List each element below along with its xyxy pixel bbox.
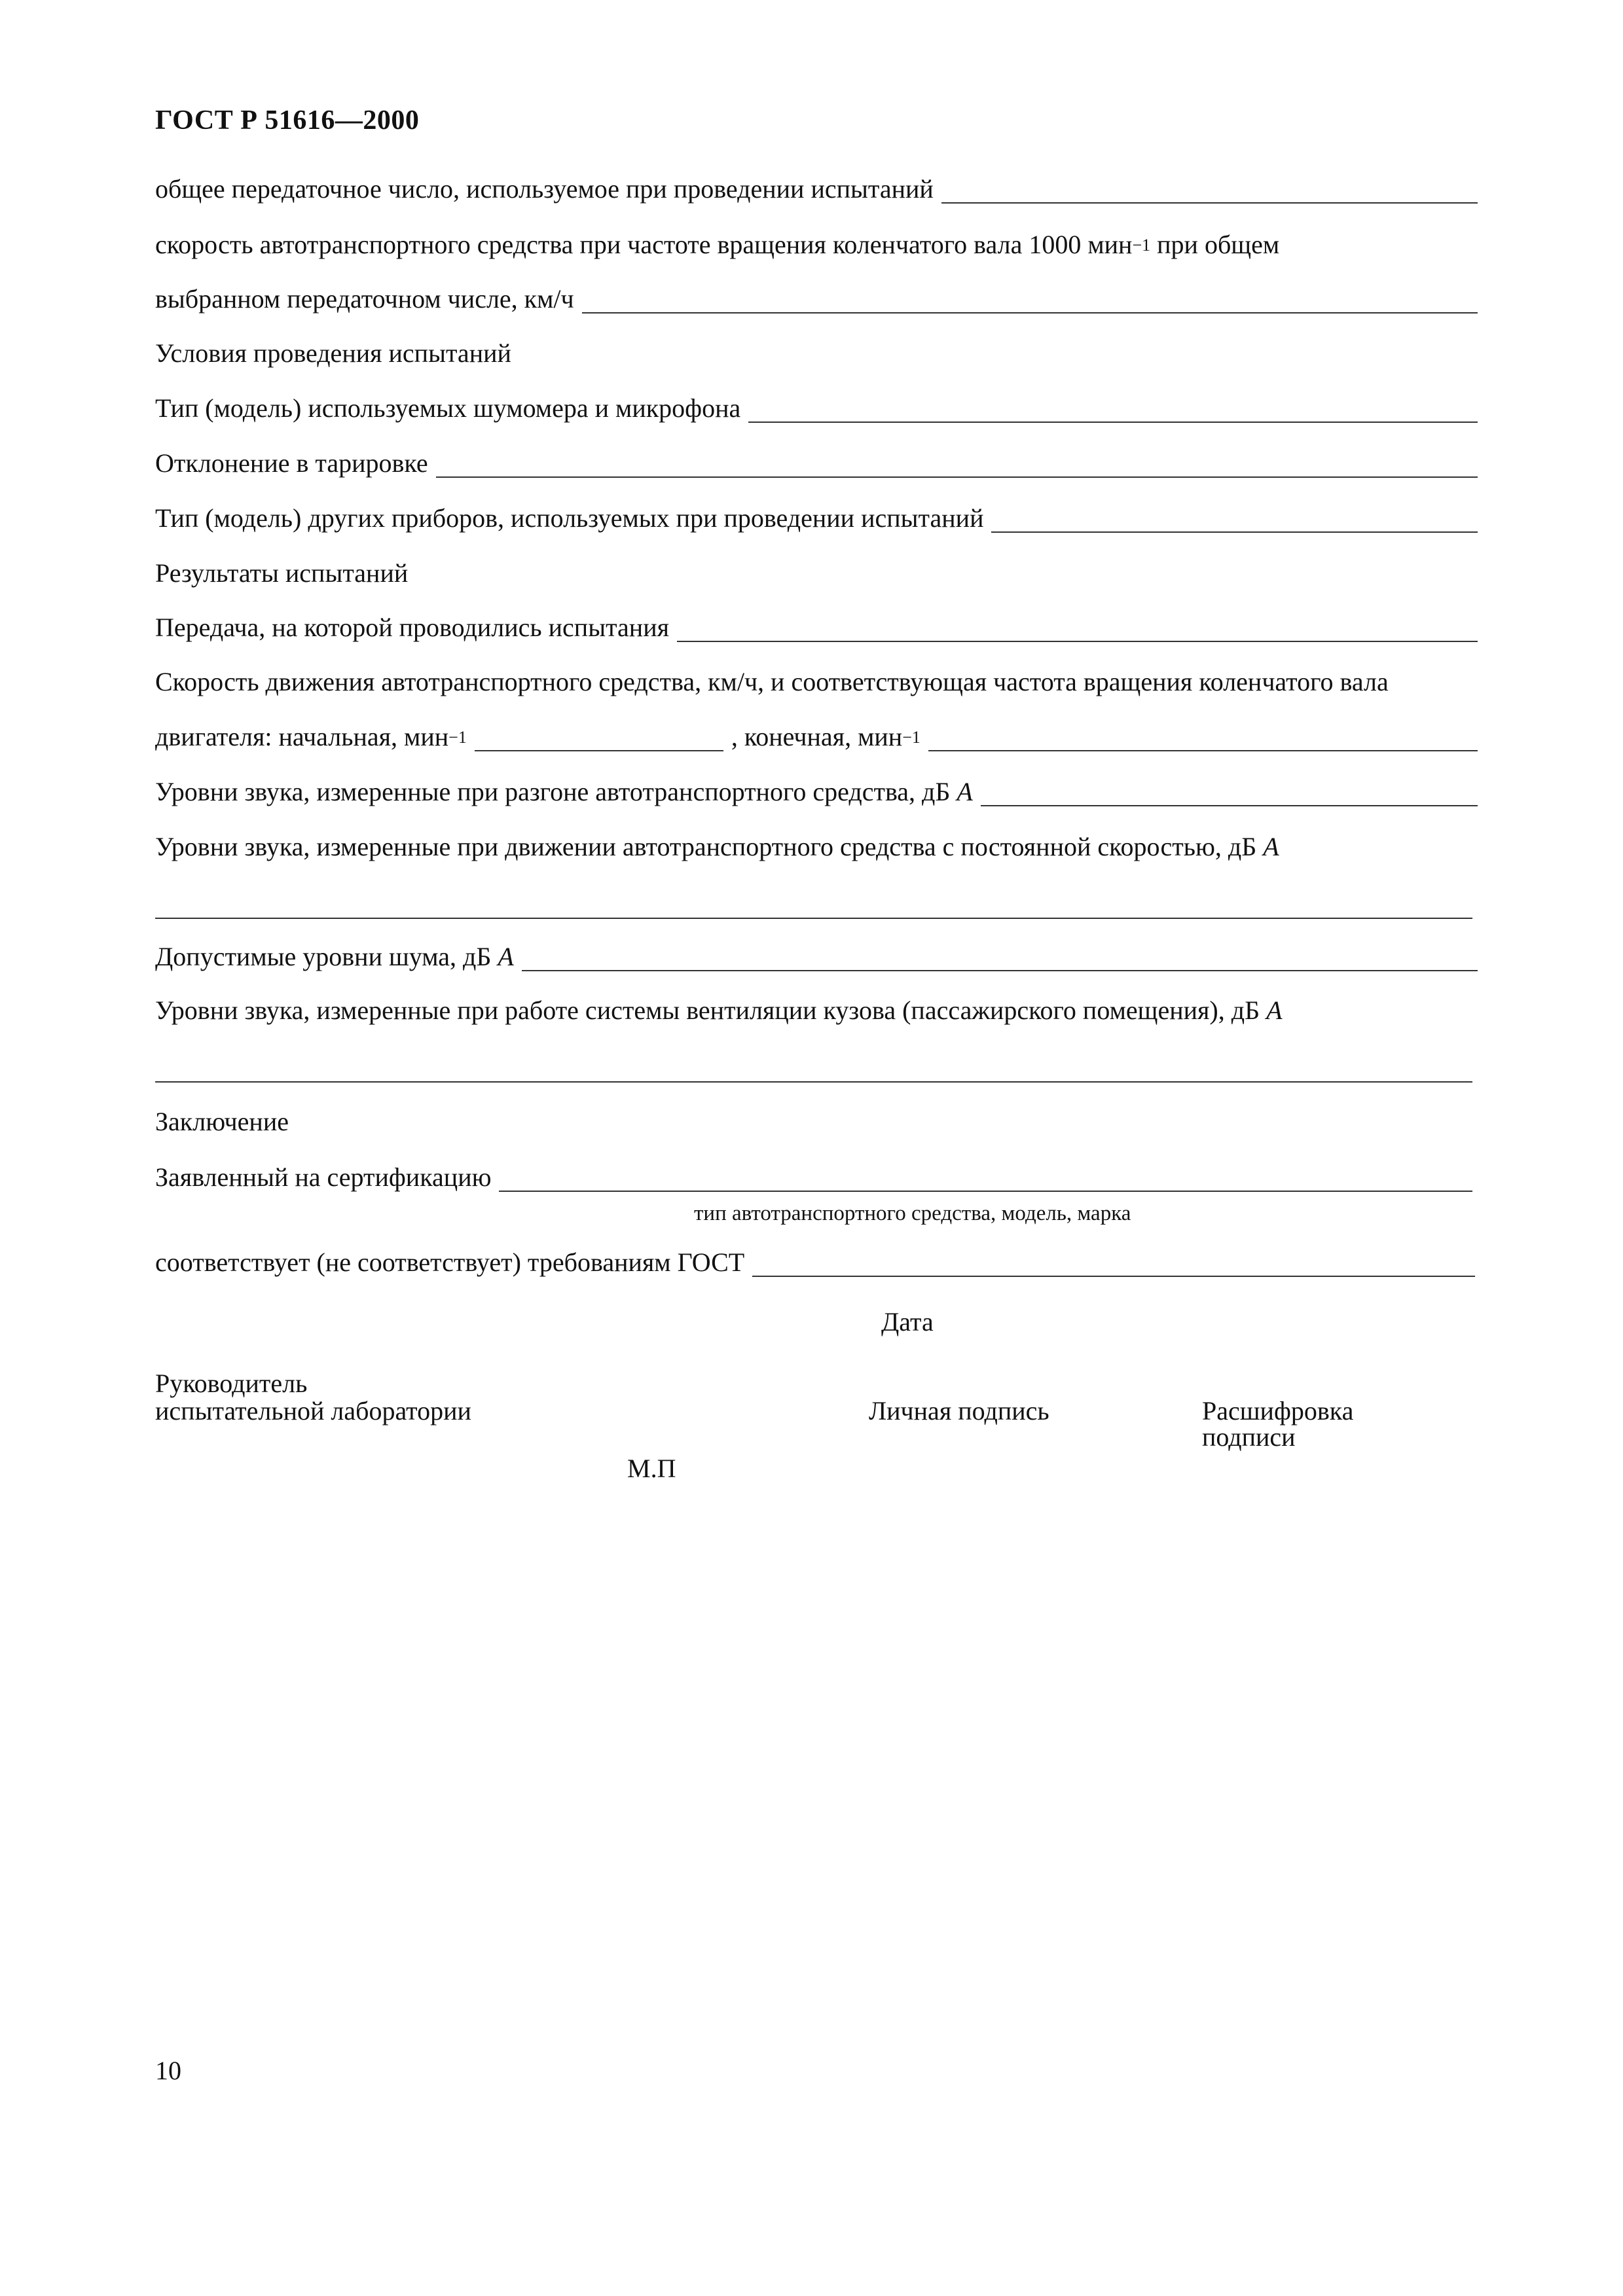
selected-ratio-label: выбранном передаточном числе, км/ч	[155, 284, 574, 314]
engine-speed-row: двигателя: начальная, мин $^{-1}$ , конечная, мин $^{-1}$	[155, 721, 1478, 758]
conclusion-heading-row	[155, 1106, 1478, 1143]
other-devices-label: Тип (модель) других приборов, используемых при проведении испытаний	[155, 503, 984, 533]
gear-ratio-label: общее передаточное число, используемое при проведении испытаний	[155, 174, 934, 204]
speed-freq-row	[155, 666, 1478, 703]
ventilation-levels-label: Уровни звука, измеренные при работе системы вентиляции кузова (пассажирского помещения), дБ A	[155, 996, 1283, 1025]
decode-line1: Расшифровка	[1202, 1396, 1354, 1426]
meter-type-label: Тип (модель) используемых шумомера и микрофона	[155, 393, 741, 423]
engine-final-label: , конечная, мин	[731, 722, 903, 751]
selected-ratio-field[interactable]	[582, 312, 1478, 314]
speed-1000-row: скорость автотранспортного средства при частоте вращения коленчатого вала 1000 мин $^{-1}$ при общем	[155, 230, 1280, 259]
gear-ratio-row	[155, 173, 1478, 210]
constant-levels-field[interactable]	[155, 918, 1472, 919]
results-heading-row	[155, 558, 1478, 594]
meter-type-field[interactable]	[748, 421, 1478, 423]
declared-label: Заявленный на сертификацию	[155, 1162, 492, 1192]
head-title-line2: испытательной лаборатории	[155, 1396, 471, 1426]
engine-initial-label: двигателя: начальная, мин	[155, 722, 449, 751]
engine-initial-field[interactable]	[475, 749, 723, 751]
test-gear-label: Передача, на которой проводились испытания	[155, 613, 669, 642]
ventilation-levels-field[interactable]	[155, 1081, 1472, 1083]
stamp-label: М.П	[627, 1454, 676, 1483]
complies-label: соответствует (не соответствует) требованиям ГОСТ	[155, 1247, 745, 1277]
declared-row	[155, 1162, 1478, 1198]
declared-caption: тип автотранспортного средства, модель, марка	[694, 1202, 1131, 1225]
calibration-label: Отклонение в тарировке	[155, 448, 428, 478]
conditions-heading-row	[155, 338, 1478, 374]
accel-levels-row	[155, 776, 1478, 813]
gear-ratio-field[interactable]	[941, 202, 1478, 204]
speed-1000-label-a: скорость автотранспортного средства при частоте вращения коленчатого вала 1000 мин	[155, 230, 1133, 259]
allowed-levels-field[interactable]	[522, 969, 1478, 971]
document-header: ГОСТ Р 51616—2000	[155, 105, 420, 135]
declared-field[interactable]	[499, 1190, 1472, 1192]
head-title-line1: Руководитель	[155, 1369, 308, 1398]
engine-final-field[interactable]	[928, 749, 1478, 751]
accel-levels-label: Уровни звука, измеренные при разгоне автотранспортного средства, дБ A	[155, 777, 973, 806]
results-heading: Результаты испытаний	[155, 558, 409, 588]
allowed-levels-row	[155, 941, 1478, 978]
constant-levels-row	[155, 831, 1478, 868]
allowed-levels-label: Допустимые уровни шума, дБ A	[155, 942, 514, 971]
ventilation-levels-row	[155, 995, 1478, 1031]
conclusion-heading: Заключение	[155, 1107, 289, 1136]
meter-type-row	[155, 393, 1478, 429]
speed-freq-label: Скорость движения автотранспортного средства, км/ч, и соответствующая частота вращения коленчатого вала	[155, 667, 1389, 696]
conditions-heading: Условия проведения испытаний	[155, 338, 511, 368]
page-number: 10	[155, 2056, 181, 2085]
accel-levels-field[interactable]	[981, 804, 1478, 806]
selected-ratio-row	[155, 283, 1478, 320]
constant-levels-label: Уровни звука, измеренные при движении автотранспортного средства с постоянной скоростью, дБ A	[155, 832, 1279, 861]
other-devices-row	[155, 503, 1478, 539]
date-label: Дата	[881, 1307, 934, 1336]
calibration-row	[155, 448, 1478, 484]
test-gear-row	[155, 612, 1478, 649]
complies-row	[155, 1247, 1478, 1283]
decode-line2: подписи	[1202, 1422, 1296, 1452]
other-devices-field[interactable]	[991, 531, 1478, 533]
speed-1000-label-b: при общем	[1150, 230, 1280, 259]
complies-field[interactable]	[752, 1275, 1475, 1277]
signature-label: Личная подпись	[869, 1396, 1049, 1426]
test-gear-field[interactable]	[677, 640, 1478, 642]
calibration-field[interactable]	[436, 476, 1478, 478]
